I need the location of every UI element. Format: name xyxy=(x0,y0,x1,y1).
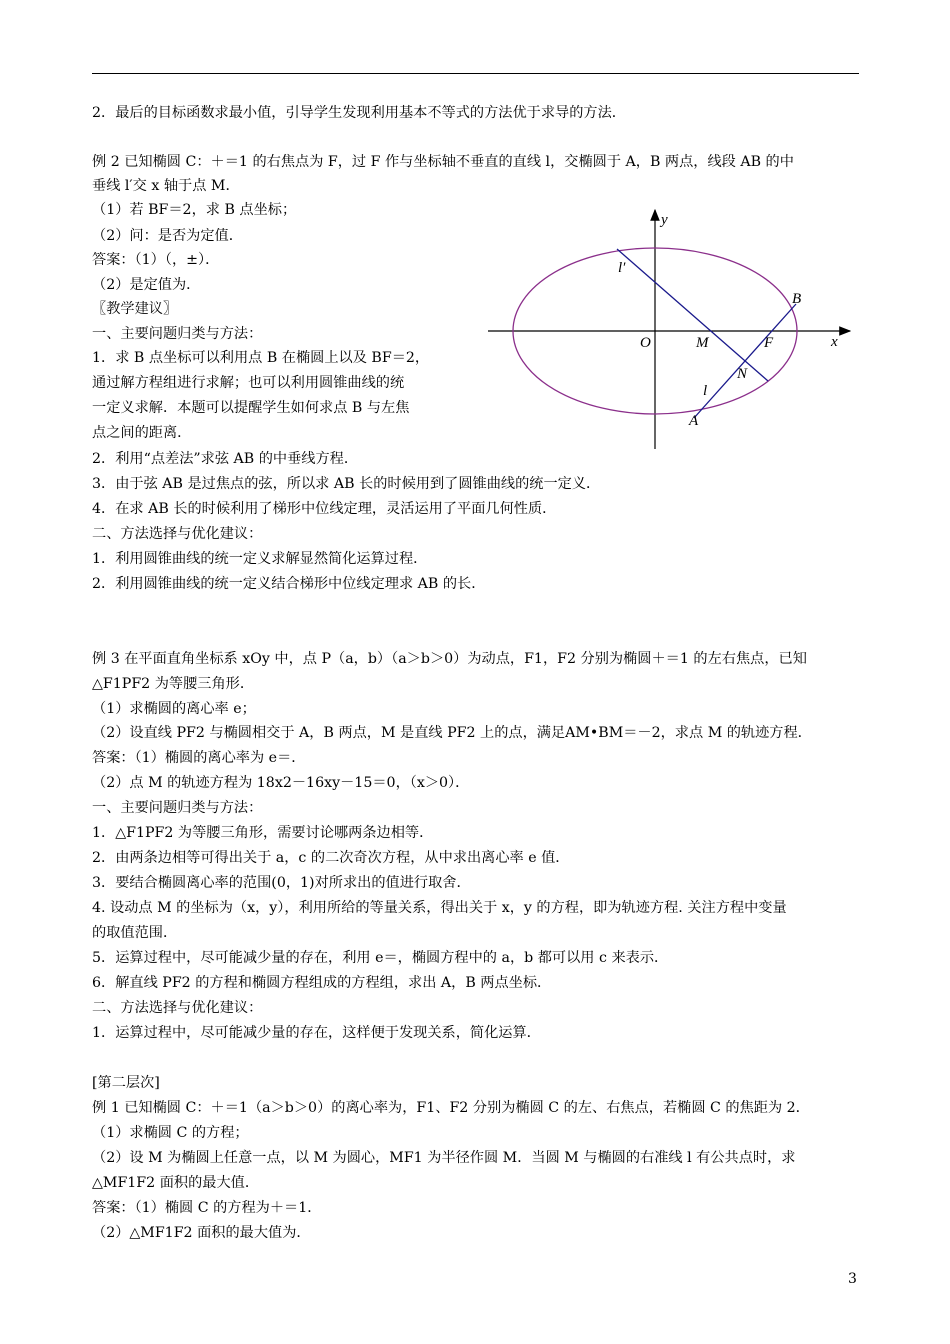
line-31: 5．运算过程中，尽可能减少量的存在，利用 e＝，椭圆方程中的 a，b 都可以用 c 来表示． xyxy=(92,950,669,966)
page-number: 3 xyxy=(848,1271,857,1287)
line-36: 例 1 已知椭圆 C：＋＝1（a＞b＞0）的离心率为，F1、F2 分别为椭圆 C 的左、右焦点，若椭圆 C 的焦距为 2． xyxy=(92,1100,810,1116)
line-26: 1．△F1PF2 为等腰三角形，需要讨论哪两条边相等． xyxy=(92,825,434,841)
line-18: 2．利用圆锥曲线的统一定义结合梯形中位线定理求 AB 的长． xyxy=(92,576,486,592)
ellipse-figure xyxy=(484,206,862,452)
label-M: M xyxy=(696,335,709,351)
line-10: 通过解方程组进行求解；也可以利用圆锥曲线的统 xyxy=(92,375,405,391)
line-19: 例 3 在平面直角坐标系 xOy 中，点 P（a，b）（a＞b＞0）为动点，F1，F2 分别为椭圆＋＝1 的左右焦点，已知 xyxy=(92,651,807,667)
line-25: 一、主要问题归类与方法： xyxy=(92,800,263,816)
label-y: y xyxy=(661,212,668,228)
line-40: 答案：（1）椭圆 C 的方程为＋＝1． xyxy=(92,1200,322,1216)
label-A: A xyxy=(689,413,699,429)
line-15: 4．在求 AB 长的时候利用了梯形中位线定理，灵活运用了平面几何性质． xyxy=(92,501,557,517)
line-11: 一定义求解．本题可以提醒学生如何求点 B 与左焦 xyxy=(92,400,410,416)
line-28: 3．要结合椭圆离心率的范围(0，1)对所求出的值进行取舍． xyxy=(92,875,471,891)
line-34: 1．运算过程中，尽可能减少量的存在，这样便于发现关系，简化运算． xyxy=(92,1025,541,1041)
line-13: 2．利用“点差法”求弦 AB 的中垂线方程． xyxy=(92,451,359,467)
line-39: △MF1F2 面积的最大值． xyxy=(92,1175,260,1191)
line-33: 二、方法选择与优化建议： xyxy=(92,1000,263,1016)
line-9: 1．求 B 点坐标可以利用点 B 在椭圆上以及 BF＝2， xyxy=(92,350,430,366)
line-38: （2）设 M 为椭圆上任意一点，以 M 为圆心，MF1 为半径作圆 M．当圆 M 与椭圆的右准线 l 有公共点时，求 xyxy=(92,1150,796,1166)
header-rule xyxy=(92,73,859,74)
line-l-prime xyxy=(617,249,768,381)
label-N: N xyxy=(737,366,748,382)
line-3: （1）若 BF＝2，求 B 点坐标； xyxy=(92,202,297,218)
line-37: （1）求椭圆 C 的方程； xyxy=(92,1125,249,1141)
line-4: （2）问：是否为定值． xyxy=(92,228,243,244)
label-O: O xyxy=(640,335,651,351)
line-20: △F1PF2 为等腰三角形． xyxy=(92,676,255,692)
line-8: 一、主要问题归类与方法： xyxy=(92,326,263,342)
line-16: 二、方法选择与优化建议： xyxy=(92,526,263,542)
line-6: （2）是定值为． xyxy=(92,277,201,293)
label-l: l xyxy=(703,383,708,399)
line-5: 答案：（1）（，±）． xyxy=(92,252,220,268)
line-23: 答案：（1）椭圆的离心率为 e＝． xyxy=(92,750,306,766)
ellipse-diagram xyxy=(484,206,862,452)
label-F: F xyxy=(764,335,774,351)
line-17: 1．利用圆锥曲线的统一定义求解显然简化运算过程． xyxy=(92,551,428,567)
line-32: 6．解直线 PF2 的方程和椭圆方程组成的方程组，求出 A，B 两点坐标． xyxy=(92,975,552,991)
line-14: 3．由于弦 AB 是过焦点的弦，所以求 AB 长的时候用到了圆锥曲线的统一定义． xyxy=(92,476,601,492)
line-24: （2）点 M 的轨迹方程为 18x2－16xy－15＝0，（x＞0）． xyxy=(92,775,470,791)
line-41: （2）△MF1F2 面积的最大值为． xyxy=(92,1225,311,1241)
label-B: B xyxy=(792,291,802,307)
line-12: 点之间的距离． xyxy=(92,425,192,441)
line-1: 例 2 已知椭圆 C：＋＝1 的右焦点为 F，过 F 作与坐标轴不垂直的直线 l，交椭圆于 A，B 两点，线段 AB 的中 xyxy=(92,154,794,170)
line-29: 4. 设动点 M 的坐标为（x，y），利用所给的等量关系，得出关于 x，y 的方程，即为轨迹方程. 关注方程中变量 xyxy=(92,900,787,916)
line-27: 2．由两条边相等可得出关于 a，c 的二次奇次方程，从中求出离心率 e 值． xyxy=(92,850,570,866)
line-2: 垂线 l′交 x 轴于点 M． xyxy=(92,178,240,194)
line-35: [第二层次] xyxy=(92,1075,160,1091)
line-0: 2．最后的目标函数求最小值，引导学生发现利用基本不等式的方法优于求导的方法． xyxy=(92,105,626,121)
label-x: x xyxy=(831,334,838,350)
label-l-prime: l′ xyxy=(618,260,626,276)
line-21: （1）求椭圆的离心率 e； xyxy=(92,701,256,717)
line-22: （2）设直线 PF2 与椭圆相交于 A，B 两点，M 是直线 PF2 上的点，满足AM•BM＝－2，求点 M 的轨迹方程． xyxy=(92,725,812,741)
line-30: 的取值范围． xyxy=(92,925,178,941)
line-7: 〖教学建议〗 xyxy=(92,301,178,317)
